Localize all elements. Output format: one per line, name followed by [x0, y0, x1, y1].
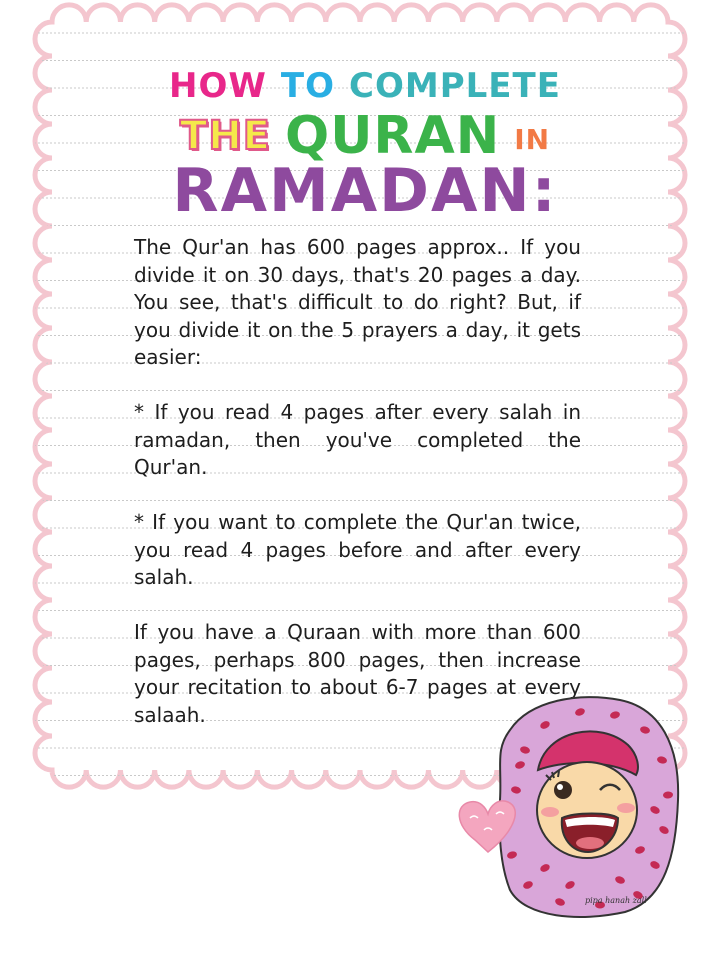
title-word-the: THE: [179, 113, 271, 159]
title-word-to: TO: [280, 66, 336, 106]
hijabi-girl-illustration: [450, 690, 685, 920]
blush-left: [541, 807, 559, 817]
paragraph-tip-twice: * If you want to complete the Qur'an twice, you read 4 pages before and after every salah.: [134, 510, 581, 589]
title-word-quran: QURAN: [285, 106, 501, 166]
artist-signature: pipa hanah zall: [585, 896, 647, 905]
paragraph-intro: The Qur'an has 600 pages approx.. If you divide it on 30 days, that's 20 pages a day. You see, that's difficult to do right? But, if you divide it on the 5 prayers a day, it gets easier:: [134, 235, 581, 369]
blush-right: [617, 803, 635, 813]
title-word-ramadan: RAMADAN:: [172, 156, 558, 226]
paragraph-800-pages: If you have a Quraan with more than 600 pages, perhaps 800 pages, then increase your recitation to about 6-7 pages at every salaah.: [134, 620, 581, 727]
title-word-how: HOW: [169, 66, 267, 106]
paragraph-tip-once: * If you read 4 pages after every salah in ramadan, then you've completed the Qur'an.: [134, 400, 581, 479]
title-line-3: [120, 156, 610, 226]
title-line-1: [120, 66, 610, 106]
tongue: [576, 837, 604, 849]
title-word-complete: COMPLETE: [349, 66, 561, 106]
title-word-in: IN: [514, 123, 551, 156]
body-text: [134, 234, 581, 757]
